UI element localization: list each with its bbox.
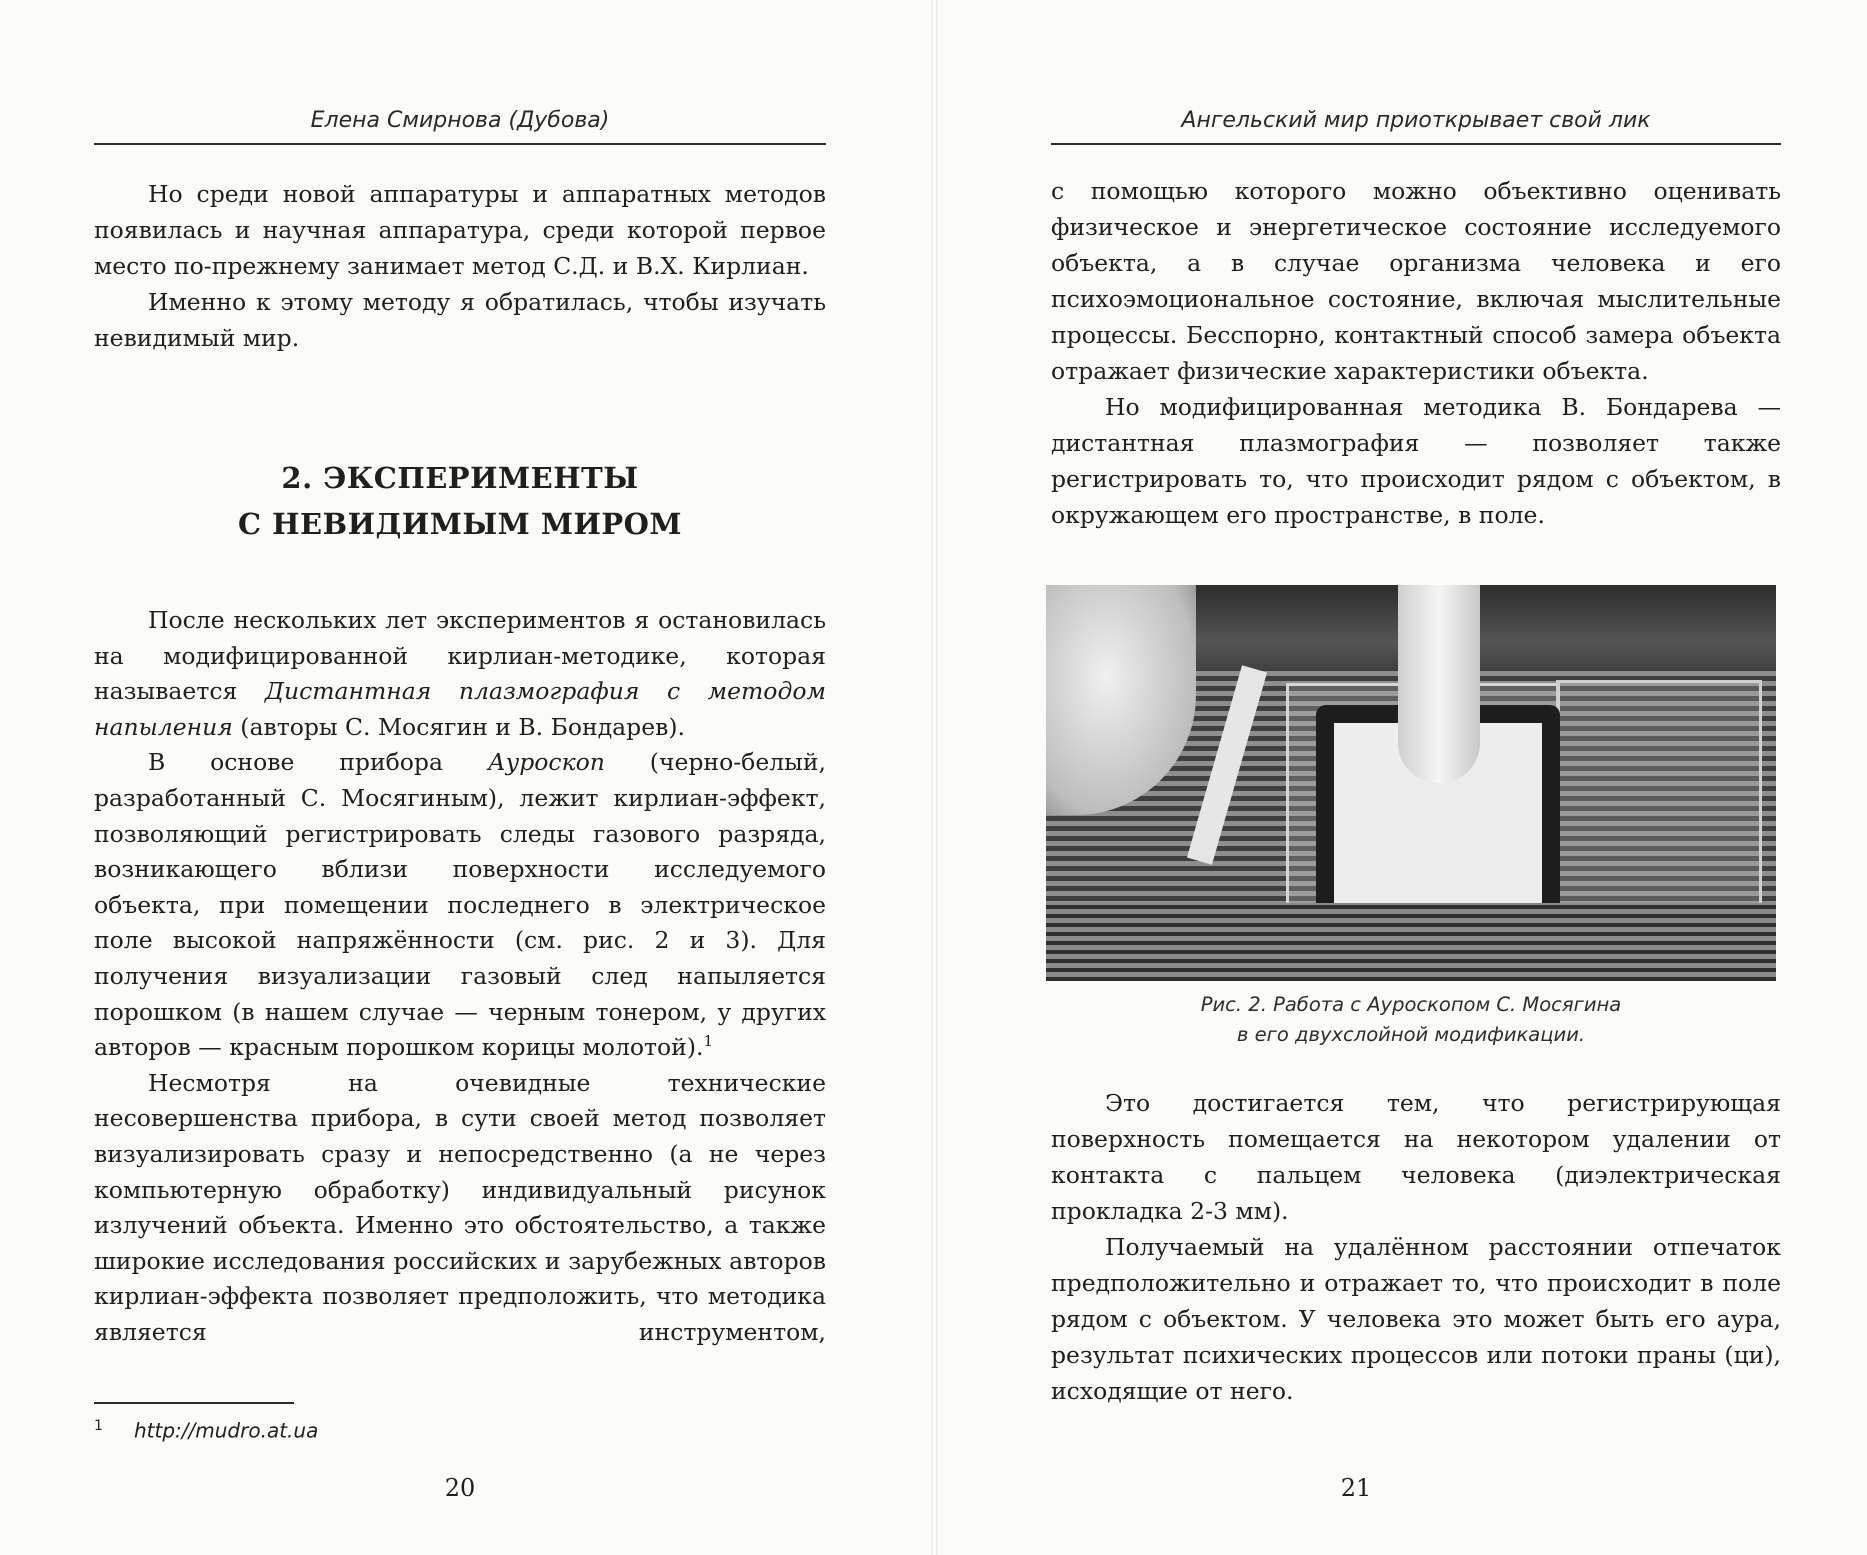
photo-finger [1398, 585, 1480, 783]
paragraph-continuation: с помощью которого можно объективно оценивать физическое и энергетическое состояние исследуемого объекта, а в случае организма человека и его психоэмоциональное состояние, включая мыслительные процессы. Бесспорно, контактный способ замера объекта отражает физические характеристики объекта. [1051, 177, 1781, 385]
photo-glass-plate-right [1556, 680, 1762, 908]
figure-caption-line-2: в его двухслойной модификации. [1236, 1023, 1586, 1046]
paragraph-device [94, 745, 826, 1065]
paragraph-method-part-b: (авторы С. Мосягин и В. Бондарев). [232, 712, 686, 741]
book-spine [931, 0, 938, 1555]
paragraph-intro-2: Именно к этому методу я обратилась, чтобы изучать невидимый мир. [94, 288, 826, 352]
paragraph-device-part-b: (черно-белый, разработанный С. Мосягиным), лежит кирлиан-эффект, позволяющий регистрировать следы газового разряда, возникающего вблизи поверхности исследуемого объекта, при помещении последнего в электрическое поле высокой напряжённости (см. рис. 2 и 3). Для получения визуализации газовый след напыляется порошком (в нашем случае — черным тонером, у других авторов — красным порошком корицы молотой). [94, 748, 827, 1062]
footnote-link[interactable]: http://mudro.at.ua [134, 1418, 319, 1443]
method-name-italic: Дистантная плазмография с методом напыления [94, 677, 826, 741]
paragraph-distant-plasmography: Но модифицированная методика В. Бондарева — дистантная плазмография — позволяет также регистрировать то, что происходит рядом с объектом, в окружающем его пространстве, в поле. [1051, 393, 1781, 529]
footnote-rule [94, 1402, 294, 1404]
running-head-right: Ангельский мир приоткрывает свой лик [1181, 108, 1651, 133]
figure-auroscope-photo [1046, 585, 1776, 981]
section-heading-line-2: С НЕВИДИМЫМ МИРОМ [237, 507, 683, 541]
header-rule-left [94, 143, 826, 145]
footnote-reference[interactable]: 1 [703, 1032, 714, 1051]
paragraph-device-part-a: В основе прибора [148, 748, 488, 777]
paragraph-method-part-a: После нескольких лет экспериментов я остановилась на модифицированной кирлиан-методике, которая называется [94, 606, 826, 706]
continued-text [1051, 173, 1781, 533]
paragraph-intro-1: Но среди новой аппаратуры и аппаратных методов появилась и научная аппаратура, среди которой первое место по-прежнему занимает метод С.Д. и В.Х. Кирлиан. [94, 180, 826, 280]
page-number-left: 20 [444, 1474, 476, 1502]
paragraph-imperfections: Несмотря на очевидные технические несовершенства прибора, в сути своей метод позволяет визуализировать сразу и непосредственно (а не через компьютерную обработку) индивидуальный рисунок излучений объекта. Именно это обстоятельство, а также широкие исследования российских и зарубежных авторов кирлиан-эффекта позволяет предположить, что методика является инструментом, [94, 1068, 826, 1346]
header-rule-right [1051, 143, 1781, 145]
right-page [938, 0, 1867, 1555]
figure-caption [1046, 990, 1776, 1050]
running-head-left: Елена Смирнова (Дубова) [310, 108, 610, 133]
section-heading [94, 455, 826, 547]
photo-foreground [1046, 903, 1776, 981]
paragraph-method [94, 603, 826, 745]
figure-caption-line-1: Рис. 2. Работа с Ауроскопом С. Мосягина [1200, 993, 1622, 1016]
device-name-italic: Ауроскоп [487, 748, 605, 777]
page-number-right: 21 [1340, 1474, 1372, 1502]
left-page [0, 0, 931, 1555]
section-body-left [94, 603, 826, 1350]
section-heading-line-1: 2. ЭКСПЕРИМЕНТЫ [281, 461, 639, 495]
paragraph-imprint: Получаемый на удалённом расстоянии отпечаток предположительно и отражает то, что происходит в поле рядом с объектом. У человека это может быть его аура, результат психических процессов или потоки праны (ци), исходящие от него. [1051, 1233, 1781, 1405]
section-body-right [1051, 1085, 1781, 1409]
footnote-mark: 1 [94, 1418, 103, 1434]
paragraph-achievement: Это достигается тем, что регистрирующая поверхность помещается на некотором удалении от контакта с пальцем человека (диэлектрическая прокладка 2-3 мм). [1051, 1089, 1781, 1225]
footnote [94, 1418, 694, 1443]
intro-text [94, 176, 826, 356]
